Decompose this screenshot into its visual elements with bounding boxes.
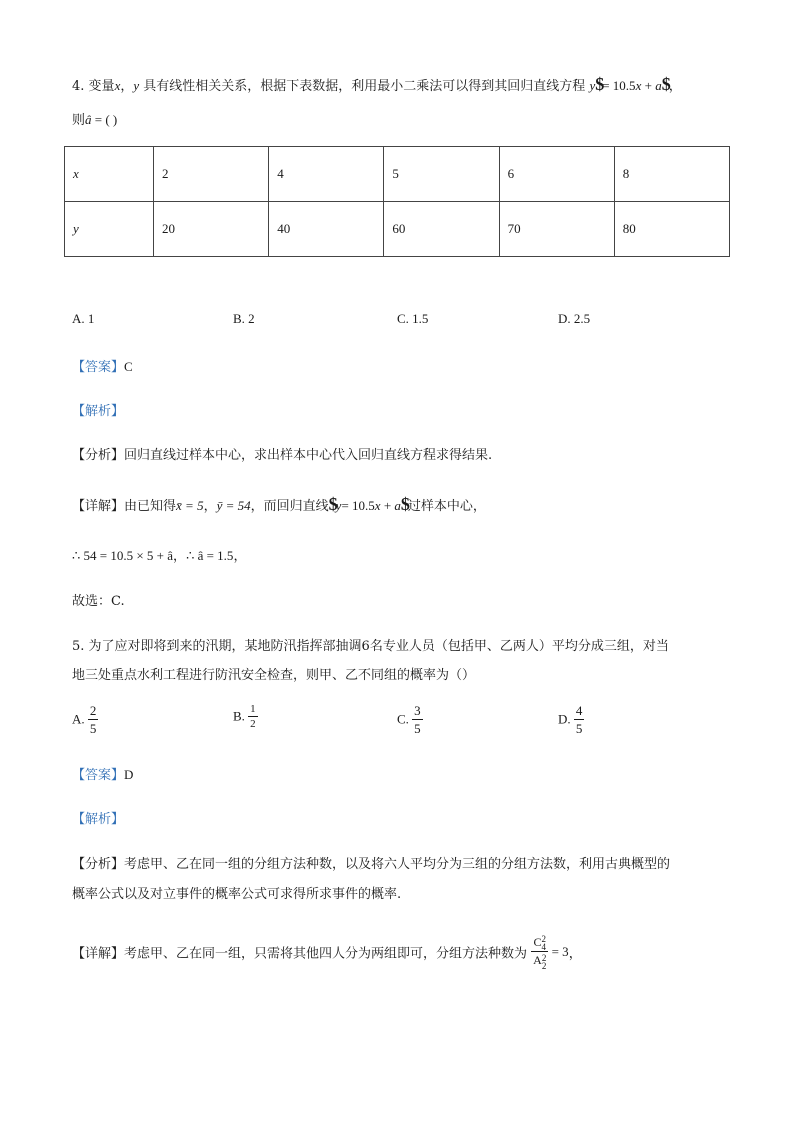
table-cell: 5 <box>384 147 499 202</box>
fraction: $\frac{2}{5}$ <box>89 703 97 736</box>
q4-eq-hat-glyph: $ <box>595 74 603 94</box>
answer-value: C <box>124 359 133 374</box>
q4-number: 4. <box>72 79 85 94</box>
q4-var-y: y <box>133 78 140 93</box>
q5-number: 5. <box>72 639 85 654</box>
table-row <box>65 202 730 257</box>
q4-var-x: x <box>114 78 121 93</box>
q5-stem-line1: 5. 为了应对即将到来的汛期，某地防汛指挥部抽调6名专业人员（包括甲、乙两人）平均分成三组，对当 <box>72 639 669 654</box>
q4-ahat: â <box>85 112 92 127</box>
table-cell: 20 <box>154 202 269 257</box>
table-cell: 40 <box>269 202 384 257</box>
xbar-eq: x̄ = 5 <box>176 498 204 513</box>
result: = 3 <box>548 943 569 959</box>
q4-xiangjie: 【详解】由已知得x̄ = 5，ȳ = 54，而回归直线$y= 10.5x + a$过样本中心， <box>72 494 486 514</box>
table-row-label: x <box>65 147 154 202</box>
xiangjie-tag: 【详解】 <box>72 946 125 962</box>
fenxi-tag: 【分析】 <box>72 857 125 872</box>
ybar-eq: ȳ = 54 <box>216 498 251 513</box>
q5-xiangjie: 【详解】考虑甲、乙在同一组，只需将其他四人分为两组即可，分组方法种数为 C 2 4 A 2 2 = 3， <box>72 934 582 971</box>
table-cell: 70 <box>499 202 614 257</box>
q5-option-a[interactable]: A. $\frac{2}{5}$ <box>72 703 97 736</box>
calc-step-1: ∴ 54 = 10.5 × 5 + â <box>72 548 174 563</box>
q4-eq-a: a <box>655 78 662 93</box>
table-cell: 80 <box>614 202 729 257</box>
q5-fenxi-line2: 概率公式以及对立事件的概率公式可求得所求事件的概率. <box>72 887 402 902</box>
q4-stem-line1: 4. 变量x，y 具有线性相关关系，根据下表数据，利用最小二乘法可以得到其回归直线方程 y$= 10.5x + a$， <box>72 74 682 94</box>
table-row-label: y <box>65 202 154 257</box>
answer-value: D <box>124 767 134 782</box>
q5-fenxi-line1: 【分析】考虑甲、乙在同一组的分组方法种数，以及将六人平均分为三组的分组方法数，利用古典概型的 <box>72 857 671 872</box>
q4-conclusion: 故选：C. <box>72 594 125 609</box>
q5-answer <box>72 764 133 783</box>
q4-option-d[interactable]: D. 2.5 <box>558 311 591 326</box>
table-cell: 8 <box>614 147 729 202</box>
q4-calc: ∴ 54 = 10.5 × 5 + â，∴ â = 1.5， <box>72 548 247 563</box>
q5-option-b[interactable]: B. $\frac{1}{2}$ <box>233 703 256 730</box>
q5-analysis-tag: 【解析】 <box>72 812 125 827</box>
q5-option-d[interactable]: D. $\frac{4}{5}$ <box>558 703 583 736</box>
answer-tag: 【答案】 <box>72 360 125 375</box>
xiangjie-tag: 【详解】 <box>72 499 125 514</box>
q4-text-b: 具有线性相关关系，根据下表数据，利用最小二乘法可以得到其回归直线方程 <box>143 79 586 94</box>
fraction: $\frac{4}{5}$ <box>575 703 583 736</box>
q4-eq-yhat: y <box>589 78 596 93</box>
q4-fenxi <box>72 444 492 463</box>
combination-fraction: C 2 4 A 2 2 <box>533 934 547 971</box>
answer-tag: 【答案】 <box>72 768 125 783</box>
q4-analysis-tag: 【解析】 <box>72 404 125 419</box>
q4-eq-mid: = 10.5 <box>602 78 636 93</box>
calc-step-2: ∴ â = 1.5 <box>186 548 234 563</box>
table-cell: 2 <box>154 147 269 202</box>
fenxi-tag: 【分析】 <box>72 448 125 463</box>
q5-option-c[interactable]: C. $\frac{3}{5}$ <box>397 703 421 736</box>
table-row <box>65 147 730 202</box>
q4-option-b[interactable]: B. 2 <box>233 311 255 326</box>
table-cell: 4 <box>269 147 384 202</box>
q4-option-c[interactable]: C. 1.5 <box>397 311 429 326</box>
table-cell: 6 <box>499 147 614 202</box>
q4-answer <box>72 356 133 375</box>
fraction: $\frac{3}{5}$ <box>414 703 421 736</box>
fenxi-text: 回归直线过样本中心，求出样本中心代入回归直线方程求得结果. <box>124 448 493 463</box>
q5-stem-line2: 地三处重点水利工程进行防汛安全检查，则甲、乙不同组的概率为（） <box>72 668 476 683</box>
q4-text-a: 变量 <box>88 79 115 94</box>
table-cell: 60 <box>384 202 499 257</box>
q4-option-a[interactable]: A. 1 <box>72 311 95 326</box>
q4-data-table <box>64 146 730 257</box>
q4-stem-line2: 则â = ( ) <box>72 112 118 128</box>
fraction: $\frac{1}{2}$ <box>250 703 256 730</box>
